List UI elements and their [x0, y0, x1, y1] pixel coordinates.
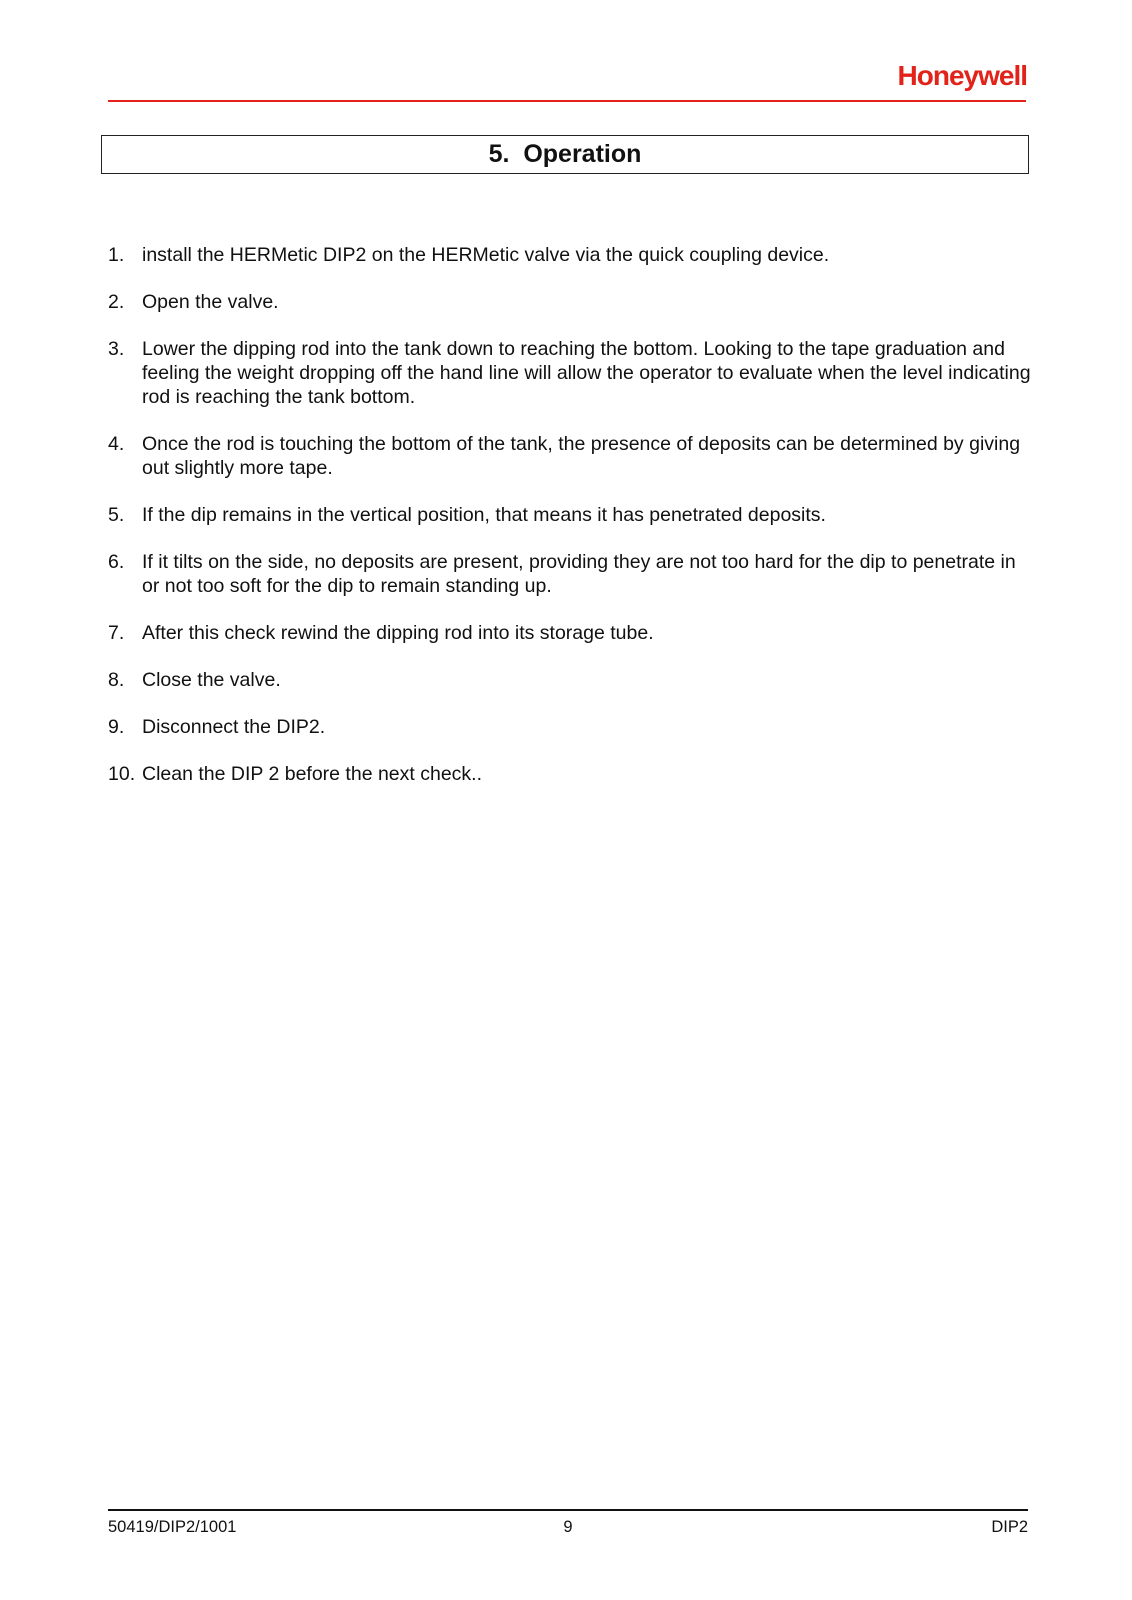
- list-item: [108, 550, 1033, 598]
- list-item: [108, 432, 1033, 480]
- step-number: 3.: [108, 338, 125, 360]
- operation-steps-list: [108, 243, 1033, 809]
- footer-doc-code: 50419/DIP2/1001: [108, 1518, 237, 1536]
- header-divider: [108, 100, 1026, 102]
- step-text: Open the valve.: [142, 291, 279, 313]
- honeywell-logo: Honeywell: [897, 60, 1027, 91]
- page-footer: [108, 1516, 1028, 1538]
- step-text: If it tilts on the side, no deposits are present, providing they are not too hard for the dip to penetrate in or not too soft for the dip to remain standing up.: [142, 551, 1016, 597]
- step-number: 2.: [108, 291, 125, 313]
- list-item: [108, 621, 1033, 645]
- step-number: 9.: [108, 716, 125, 738]
- step-text: Lower the dipping rod into the tank down to reaching the bottom. Looking to the tape graduation and feeling the weight dropping off the hand line will allow the operator to evaluate when the level indicating rod is reaching the tank bottom.: [142, 338, 1031, 408]
- step-number: 8.: [108, 669, 125, 691]
- step-number: 10.: [108, 763, 136, 785]
- step-text: Close the valve.: [142, 669, 281, 691]
- footer-divider: [108, 1509, 1028, 1511]
- list-item: [108, 290, 1033, 314]
- list-item: [108, 668, 1033, 692]
- step-text: Clean the DIP 2 before the next check..: [142, 763, 483, 785]
- step-number: 4.: [108, 433, 125, 455]
- step-text: Once the rod is touching the bottom of the tank, the presence of deposits can be determined by giving out slightly more tape.: [142, 433, 1021, 479]
- list-item: [108, 337, 1033, 409]
- list-item: [108, 503, 1033, 527]
- step-text: install the HERMetic DIP2 on the HERMetic valve via the quick coupling device.: [142, 244, 830, 266]
- list-item: [108, 243, 1033, 267]
- section-title-box: [101, 135, 1029, 174]
- step-text: If the dip remains in the vertical position, that means it has penetrated deposits.: [142, 504, 826, 526]
- list-item: [108, 715, 1033, 739]
- step-text: After this check rewind the dipping rod into its storage tube.: [142, 622, 654, 644]
- footer-product: DIP2: [991, 1518, 1028, 1536]
- step-number: 6.: [108, 551, 125, 573]
- footer-page-number: 9: [563, 1518, 573, 1536]
- step-number: 7.: [108, 622, 125, 644]
- step-number: 1.: [108, 244, 125, 266]
- list-item: [108, 762, 1033, 786]
- step-number: 5.: [108, 504, 125, 526]
- step-text: Disconnect the DIP2.: [142, 716, 326, 738]
- section-title: 5. Operation: [488, 140, 642, 168]
